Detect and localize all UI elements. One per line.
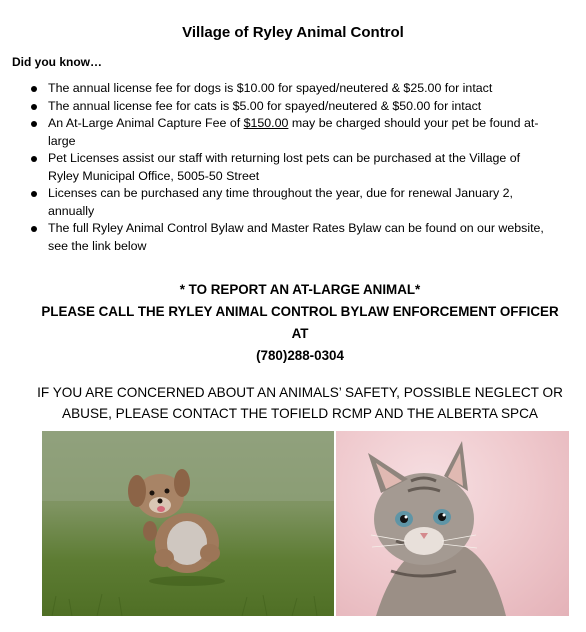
capture-fee-amount: $150.00 bbox=[243, 116, 289, 130]
kitten-illustration bbox=[336, 431, 569, 616]
capture-fee-text-start: An At-Large Animal Capture Fee of bbox=[48, 116, 244, 130]
intro-heading: Did you know… bbox=[12, 55, 102, 69]
report-phone-number: (780)288-0304 bbox=[256, 348, 344, 363]
report-at: AT bbox=[291, 326, 309, 341]
report-heading: * TO REPORT AN AT-LARGE ANIMAL* bbox=[179, 282, 421, 297]
kitten-photo bbox=[336, 431, 569, 616]
concern-line-1: IF YOU ARE CONCERNED ABOUT AN ANIMALS’ SAFETY, POSSIBLE NEGLECT OR bbox=[37, 385, 563, 400]
capture-fee-text-end: may be charged should your pet be found at-large bbox=[48, 116, 539, 148]
list-item-cat-fee: The annual license fee for cats is $5.00 for spayed/neutered & $50.00 for intact bbox=[48, 98, 554, 116]
list-item-renewal: Licenses can be purchased any time throughout the year, due for renewal January 2, annually bbox=[48, 185, 554, 220]
list-item-bylaw: The full Ryley Animal Control Bylaw and Master Rates Bylaw can be found on our website, see the link below bbox=[48, 220, 554, 255]
report-instruction: PLEASE CALL THE RYLEY ANIMAL CONTROL BYLAW ENFORCEMENT OFFICER bbox=[41, 304, 559, 319]
list-item-dog-fee: The annual license fee for dogs is $10.00 for spayed/neutered & $25.00 for intact bbox=[48, 80, 554, 98]
report-section bbox=[0, 279, 586, 367]
page-title: Village of Ryley Animal Control bbox=[182, 24, 404, 41]
concern-notice bbox=[0, 382, 586, 424]
concern-line-2: ABUSE, PLEASE CONTACT THE TOFIELD RCMP AND THE ALBERTA SPCA bbox=[62, 406, 538, 421]
dog-illustration bbox=[42, 431, 334, 616]
facts-list bbox=[0, 80, 554, 255]
dog-photo bbox=[42, 431, 334, 616]
list-item-pet-licenses: Pet Licenses assist our staff with returning lost pets can be purchased at the Village of Ryley Municipal Office, 5005-50 Street bbox=[48, 150, 554, 185]
list-item-capture-fee bbox=[48, 115, 554, 150]
